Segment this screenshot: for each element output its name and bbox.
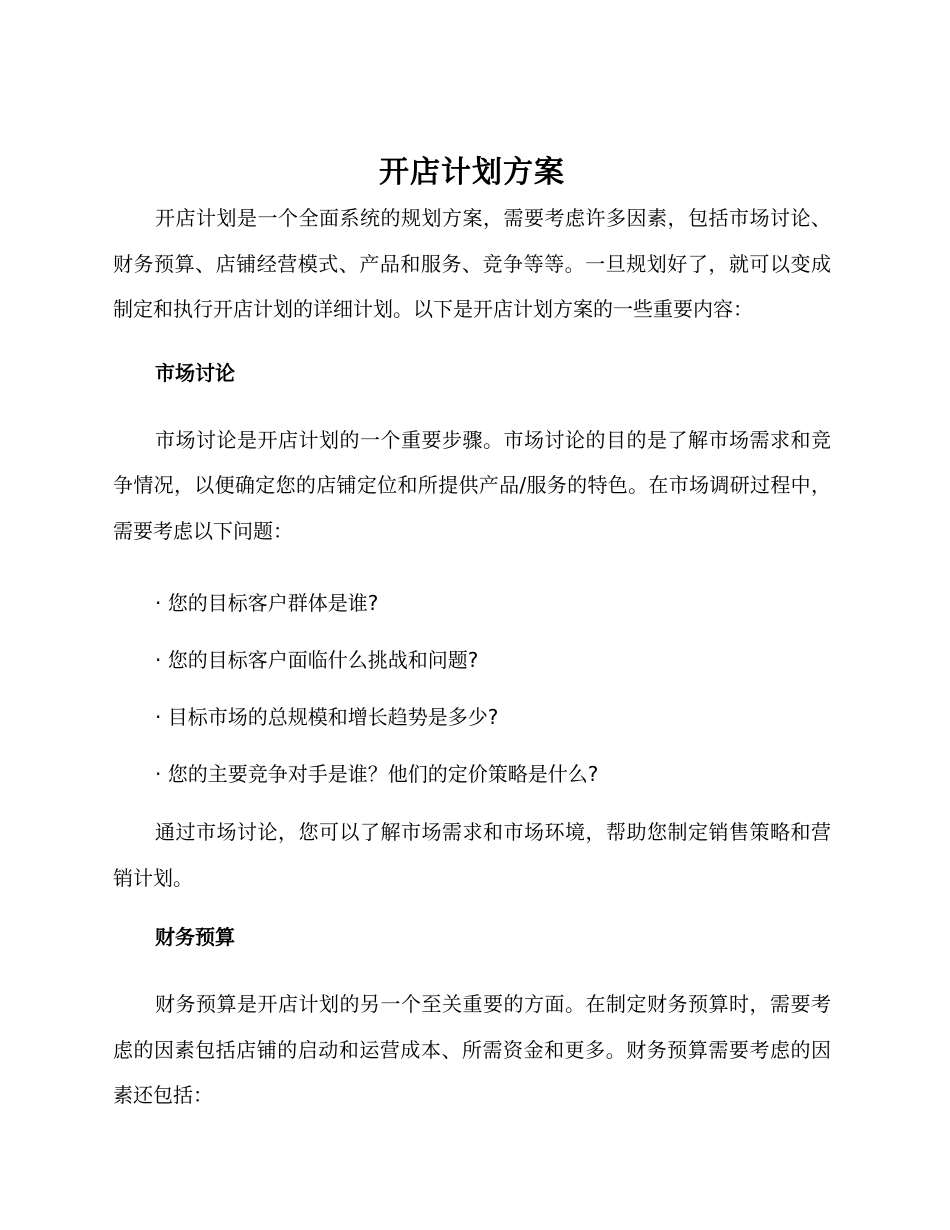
intro-paragraph: 开店计划是一个全面系统的规划方案，需要考虑许多因素，包括市场讨论、财务预算、店铺经营模式、产品和服务、竞争等等。一旦规划好了，就可以变成制定和执行开店计划的详细计划。以下是开店计划方案的一些重要内容： [113,206,831,321]
finance-paragraph: 财务预算是开店计划的另一个至关重要的方面。在制定财务预算时，需要考虑的因素包括店铺的启动和运营成本、所需资金和更多。财务预算需要考虑的因素还包括： [113,992,831,1107]
bullet-item: · 目标市场的总规模和增长趋势是多少? [155,705,499,729]
section-heading-market: 市场讨论 [155,360,235,385]
market-conclusion-paragraph: 通过市场讨论，您可以了解市场需求和市场环境，帮助您制定销售策略和营销计划。 [113,820,831,890]
bullet-item: · 您的主要竞争对手是谁？他们的定价策略是什么? [155,762,599,786]
document-body [113,150,831,1119]
document-title: 开店计划方案 [379,155,565,190]
market-paragraph: 市场讨论是开店计划的一个重要步骤。市场讨论的目的是了解市场需求和竞争情况，以便确定您的店铺定位和所提供产品/服务的特色。在市场调研过程中，需要考虑以下问题： [113,427,831,543]
bullet-item: · 您的目标客户群体是谁? [155,591,379,615]
bullet-item: · 您的目标客户面临什么挑战和问题? [155,648,479,672]
section-heading-finance: 财务预算 [155,925,235,949]
